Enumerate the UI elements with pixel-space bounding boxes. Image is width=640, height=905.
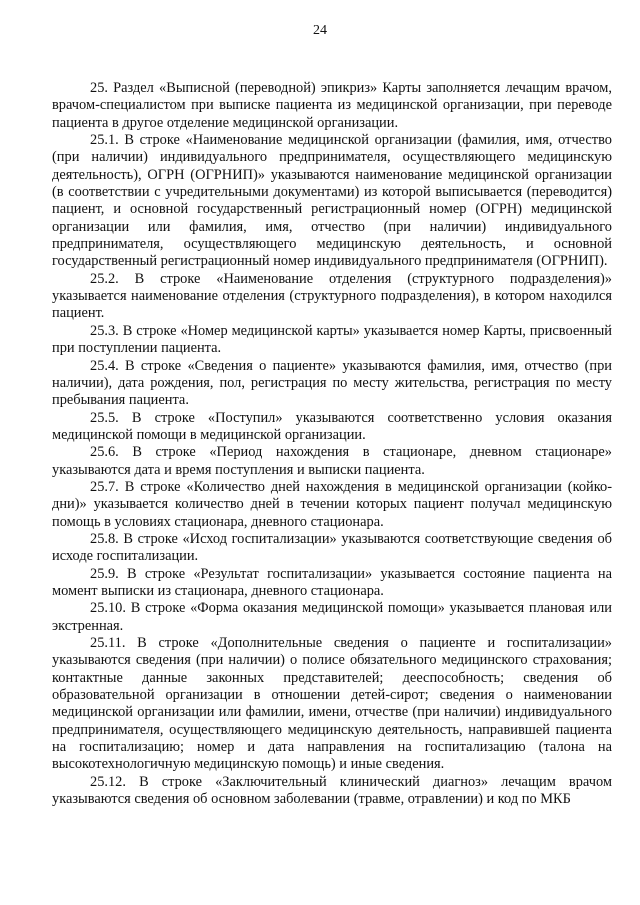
paragraph-25-9: 25.9. В строке «Результат госпитализации» указывается состояние пациента на момент выписки из стационара, дневного стационара. (52, 565, 612, 599)
paragraph-25-2: 25.2. В строке «Наименование отделения (структурного подразделения)» указывается наименование отделения (структурного подразделения), в котором находился пациент. (52, 270, 612, 322)
paragraph-25-8: 25.8. В строке «Исход госпитализации» указываются соответствующие сведения об исходе госпитализации. (52, 530, 612, 565)
paragraph-25-1: 25.1. В строке «Наименование медицинской организации (фамилия, имя, отчество (при наличии) индивидуального предпринимателя, осуществляющего медицинскую деятельность), ОГРН (ОГРНИП)» указываются наименование медицинской организации (в соответствии с учредительными документами) из которой выписывается (переводится) пациент, и основной государственный регистрационный номер (ОГРН) медицинской организации или фамилия, имя, отчество (при наличии) индивидуального предпринимателя, осуществляющего медицинскую деятельность, и основной государственный регистрационный номер индивидуального предпринимателя (ОГРНИП). (52, 132, 612, 270)
document-body (52, 80, 612, 808)
paragraph-25-10: 25.10. В строке «Форма оказания медицинской помощи» указывается плановая или экстренная. (52, 600, 612, 634)
paragraph-25-11: 25.11. В строке «Дополнительные сведения о пациенте и госпитализации» указываются сведения (при наличии) о полисе обязательного медицинского страхования; контактные данные законных представителей; дееспособность; сведения об образовательной организации в отношении детей-сирот; сведения о наименовании медицинской организации или фамилии, имени, отчестве (при наличии) индивидуального предпринимателя, осуществляющего медицинскую деятельность, направившей пациента на госпитализацию; номер и дата направления на госпитализацию (талона на высокотехнологичную медицинскую помощь) и иные сведения. (52, 635, 612, 773)
paragraph-25-3: 25.3. В строке «Номер медицинской карты» указывается номер Карты, присвоенный при поступлении пациента. (52, 322, 612, 357)
paragraph-25-5: 25.5. В строке «Поступил» указываются соответственно условия оказания медицинской помощи в медицинской организации. (52, 409, 612, 443)
paragraph-25-6: 25.6. В строке «Период нахождения в стационаре, дневном стационаре» указываются дата и время поступления и выписки пациента. (52, 444, 612, 478)
paragraph-25-12: 25.12. В строке «Заключительный клинический диагноз» лечащим врачом указываются сведения об основном заболевании (травме, отравлении) и код по МКБ (52, 773, 612, 808)
paragraph-25-7: 25.7. В строке «Количество дней нахождения в медицинской организации (койко-дни)» указывается количество дней в течении которых пациент получал медицинскую помощь в условиях стационара, дневного стационара. (52, 478, 612, 530)
page-number: 24 (313, 23, 327, 38)
paragraph-25-4: 25.4. В строке «Сведения о пациенте» указываются фамилия, имя, отчество (при наличии), дата рождения, пол, регистрация по месту жительства, регистрация по месту пребывания пациента. (52, 357, 612, 409)
paragraph-25: 25. Раздел «Выписной (переводной) эпикриз» Карты заполняется лечащим врачом, врачом-специалистом при выписке пациента из медицинской организации, при переводе пациента в другое отделение медицинской организации. (52, 80, 612, 131)
